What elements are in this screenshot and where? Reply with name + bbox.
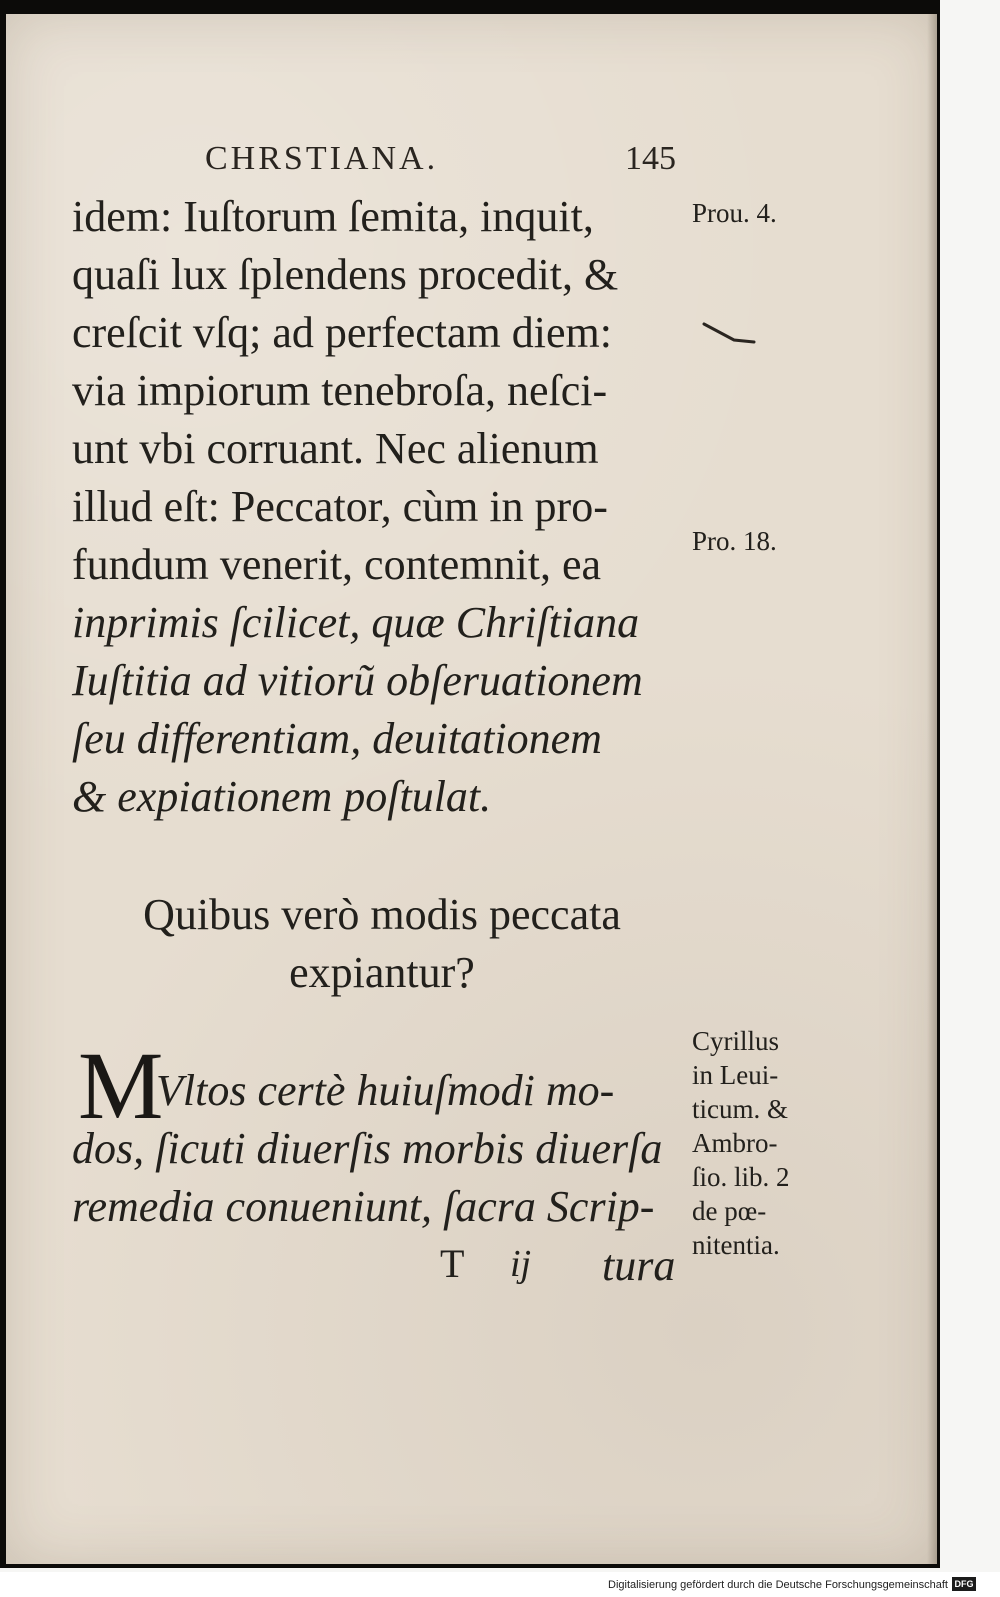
text-line: idem: Iuſtorum ſemita, inquit, [72, 192, 594, 241]
margin-note: Pro. 18. [692, 526, 777, 556]
text-line: dos, ſicuti diuerſis morbis diuerſa [72, 1124, 663, 1173]
page-number: 145 [625, 140, 676, 177]
catchword: tura [602, 1241, 676, 1290]
pen-mark [700, 318, 760, 348]
signature-mark-sub: ij [510, 1243, 532, 1285]
text-line: illud eſt: Peccator, cùm in pro- [72, 482, 608, 531]
text-line: remedia conueniunt, ſacra Scrip- [72, 1182, 655, 1231]
margin-note: Cyrillus [692, 1026, 780, 1056]
margin-note: ſio. lib. 2 [692, 1162, 790, 1192]
text-line: & expiationem poſtulat. [72, 772, 492, 821]
margin-note: ticum. & [692, 1094, 788, 1124]
text-line: Vltos certè huiuſmodi mo- [156, 1066, 615, 1115]
text-line: Iuſtitia ad vitiorũ obſeruationem [72, 656, 643, 705]
section-heading-line: expiantur? [289, 948, 475, 997]
drop-cap: M [78, 1032, 164, 1139]
text-line: quaſi lux ſplendens procedit, & [72, 250, 619, 299]
page-edge [927, 14, 937, 1564]
margin-note: Ambro- [692, 1128, 778, 1158]
signature-mark: T [440, 1241, 465, 1286]
text-line: fundum venerit, contemnit, ea [72, 540, 602, 589]
text-line: inprimis ſcilicet, quæ Chriſtiana [72, 598, 640, 647]
dfg-logo: DFG [952, 1577, 976, 1591]
text-line: unt vbi corruant. Nec alienum [72, 424, 599, 473]
margin-note: Prou. 4. [692, 198, 777, 228]
margin-note: nitentia. [692, 1230, 780, 1260]
digitization-credit: Digitalisierung gefördert durch die Deutsche Forschungsgemeinschaft [608, 1579, 948, 1591]
margin-note: de pœ- [692, 1196, 767, 1226]
text-line: creſcit vſq; ad perfectam diem: [72, 308, 612, 357]
text-line: ſeu differentiam, deuitationem [72, 714, 602, 763]
section-heading-line: Quibus verò modis peccata [143, 890, 621, 939]
margin-note: in Leui- [692, 1060, 779, 1090]
running-title: CHRSTIANA. [205, 140, 439, 177]
text-line: via impiorum tenebroſa, neſci- [72, 366, 608, 415]
